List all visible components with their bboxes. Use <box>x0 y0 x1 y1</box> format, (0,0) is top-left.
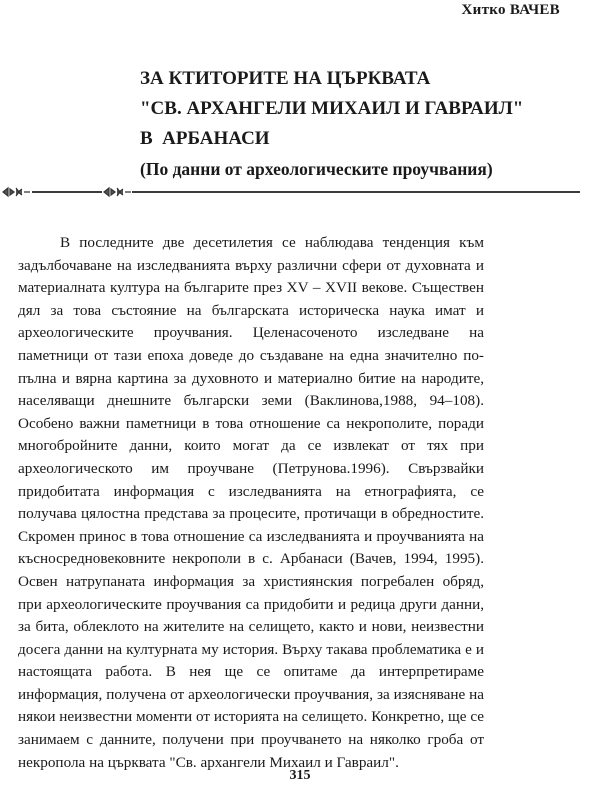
ornamental-divider <box>2 186 580 198</box>
ornament-icon <box>102 186 132 198</box>
article-title <box>140 64 580 184</box>
title-line-2: "СВ. АРХАНГЕЛИ МИХАИЛ И ГАВРАИЛ" <box>140 98 524 119</box>
paragraph: В последните две десетилетия се наблюдава тенденция към задълбочаване на изследванията върху различни сфери от духовната и материалната култура на българите през XV – XVII векове. Съществен дял за това състояние на българската историческа наука имат и археологическите проучвания. Целенасоченото изследване на паметници от тази епоха доведе до създаване на една значително по-пълна и вярна картина за духовното и материално битие на народите, населяващи днешните български земи (Ваклинова,1988, 94–108). Особено важни паметници в това отношение са некрополите, поради многобройните данни, които могат да се извлекат от тях при археологическото им проучване (Петрунова.1996). Свързвайки придобитата информация с изследванията на етнографията, се получава цялостна представа за процесите, протичащи в обредностите. Скромен принос в това отношение са изследванията и проучванията на късносредновековните некрополи в с. Арбанаси (Вачев, 1994, 1995). Освен натрупаната информация за християнския погребален обряд, при археологическите проучвания са придобити и редица други данни, за бита, облеклото на жителите на селището, както и нови, неизвестни досега данни на културната му история. Върху такава проблематика е и настоящата работа. В нея ще се опитаме да интерпретираме информация, получена от археологически проучвания, за изясняване на някои неизвестни моменти от историята на селището. Конкретно, ще се занимаем с данните, получени при проучването на няколко гроба от некропола на църквата "Св. архангели Михаил и Гавраил". <box>18 234 484 771</box>
title-line-1: ЗА КТИТОРИТЕ НА ЦЪРКВАТА <box>140 68 431 89</box>
article-subtitle: (По данни от археологическите проучвания) <box>140 159 493 179</box>
divider-line <box>2 191 580 193</box>
ornament-icon <box>2 186 32 198</box>
article-body <box>18 232 484 774</box>
author-name: Хитко ВАЧЕВ <box>461 2 560 18</box>
page-number: 315 <box>289 768 311 783</box>
title-line-3: В АРБАНАСИ <box>140 128 270 149</box>
